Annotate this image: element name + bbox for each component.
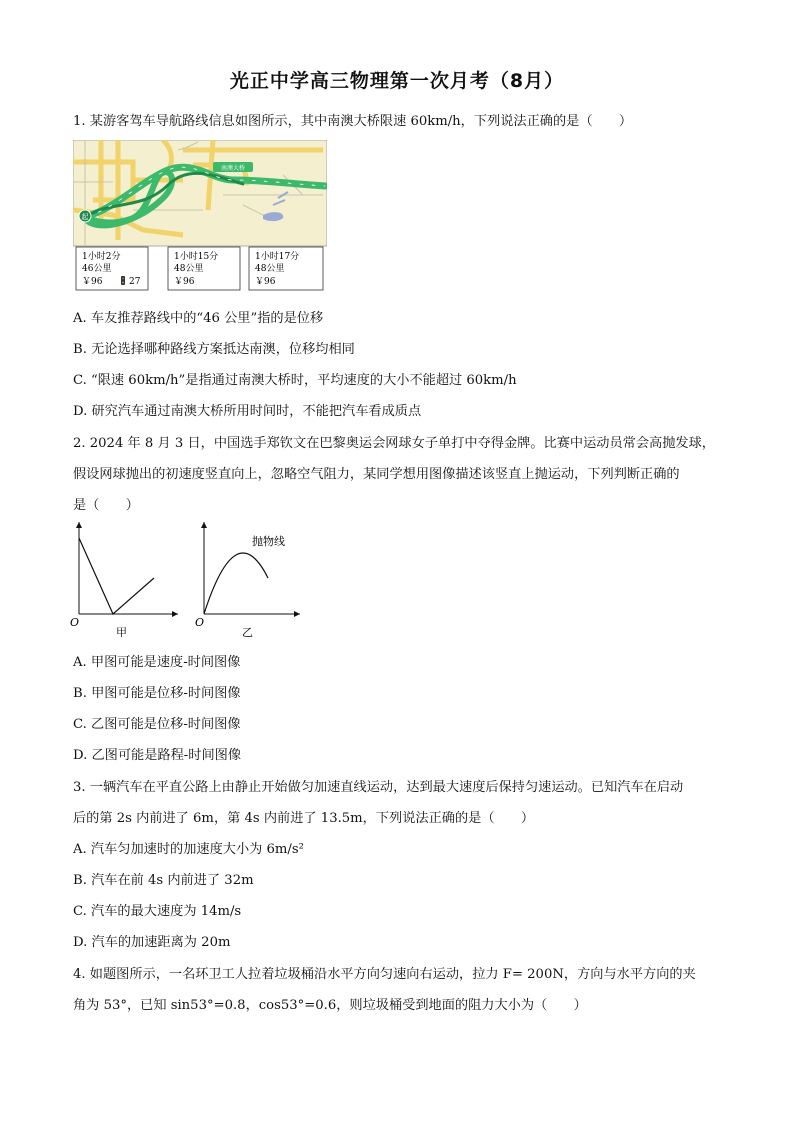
- q1-stem: 1. 某游客驾车导航路线信息如图所示，其中南澳大桥限速 60km/h，下列说法正确的是（ ）: [73, 114, 633, 129]
- route-option-3[interactable]: [249, 247, 323, 290]
- q3-stem-line-1: 3. 一辆汽车在平直公路上由静止开始做匀加速直线运动，达到最大速度后保持匀速运动。已知汽车在启动: [73, 780, 684, 795]
- q2-graphs-svg: [66, 518, 306, 642]
- graph-yi-parabola: [204, 553, 268, 614]
- q3-option-a[interactable]: A. 汽车匀加速时的加速度大小为 6m/s²: [73, 842, 304, 857]
- route-2-time: 1小时15分: [174, 252, 219, 262]
- graph-jia-line: [79, 538, 154, 614]
- route-1-distance: 46公里: [82, 264, 112, 274]
- graph-jia-caption: 甲: [116, 626, 127, 639]
- q1-option-c[interactable]: C. “限速 60km/h”是指通过南澳大桥时，平均速度的大小不能超过 60km/h: [73, 373, 517, 388]
- graph-jia-origin: O: [70, 616, 80, 629]
- traffic-light-icon: [121, 276, 125, 285]
- route-3-time: 1小时17分: [255, 252, 300, 262]
- graph-yi: [195, 522, 300, 639]
- q2-option-d[interactable]: D. 乙图可能是路程-时间图像: [73, 748, 242, 763]
- q2-option-b[interactable]: B. 甲图可能是位移-时间图像: [73, 686, 241, 701]
- route-1-time: 1小时2分: [82, 252, 121, 262]
- graph-yi-curve-label: 抛物线: [252, 535, 285, 548]
- q1-option-b[interactable]: B. 无论选择哪种路线方案抵达南澳，位移均相同: [73, 342, 355, 357]
- q2-stem-line-3: 是（ ）: [73, 498, 139, 513]
- graph-jia: [70, 522, 178, 639]
- page-title: 光正中学高三物理第一次月考（8月）: [229, 70, 565, 92]
- q3-stem-line-2: 后的第 2s 内前进了 6m，第 4s 内前进了 13.5m，下列说法正确的是（ ）: [73, 811, 535, 826]
- q2-stem-line-1: 2. 2024 年 8 月 3 日，中国选手郑钦文在巴黎奥运会网球女子单打中夺得金牌。比赛中运动员常会高抛发球，: [73, 436, 715, 451]
- q1-navigation-map: [73, 140, 327, 292]
- q2-option-c[interactable]: C. 乙图可能是位移-时间图像: [73, 717, 241, 732]
- q2-option-a[interactable]: A. 甲图可能是速度-时间图像: [73, 655, 241, 670]
- q1-option-d[interactable]: D. 研究汽车通过南澳大桥所用时间时，不能把汽车看成质点: [73, 404, 422, 419]
- route-option-2[interactable]: [168, 247, 240, 290]
- route-option-1[interactable]: [76, 247, 148, 290]
- route-3-fee: ￥96: [255, 277, 276, 287]
- map-background: [73, 140, 327, 246]
- navigation-map-svg: [73, 140, 327, 292]
- route-1-lights: 27: [129, 277, 141, 287]
- q3-option-b[interactable]: B. 汽车在前 4s 内前进了 32m: [73, 873, 254, 888]
- bridge-label: 南澳大桥: [220, 165, 246, 172]
- q4-stem-line-2: 角为 53°，已知 sin53°=0.8，cos53°=0.6，则垃圾桶受到地面的阻力大小为（ ）: [73, 998, 587, 1013]
- route-2-fee: ￥96: [174, 277, 195, 287]
- q3-option-d[interactable]: D. 汽车的加速距离为 20m: [73, 935, 231, 950]
- graph-yi-origin: O: [195, 616, 205, 629]
- q1-option-a[interactable]: A. 车友推荐路线中的“46 公里”指的是位移: [73, 311, 324, 326]
- start-marker-label: 起: [81, 213, 89, 221]
- q2-graphs: [66, 518, 306, 642]
- q2-stem-line-2: 假设网球抛出的初速度竖直向上，忽略空气阻力，某同学想用图像描述该竖直上抛运动，下列判断正确的: [73, 467, 680, 482]
- graph-yi-caption: 乙: [242, 626, 253, 639]
- q3-option-c[interactable]: C. 汽车的最大速度为 14m/s: [73, 904, 242, 919]
- route-1-fee: ￥96: [82, 277, 103, 287]
- route-2-distance: 48公里: [174, 264, 204, 274]
- route-3-distance: 48公里: [255, 264, 285, 274]
- q4-stem-line-1: 4. 如题图所示，一名环卫工人拉着垃圾桶沿水平方向匀速向右运动，拉力 F= 200N，方向与水平方向的夹: [73, 967, 696, 982]
